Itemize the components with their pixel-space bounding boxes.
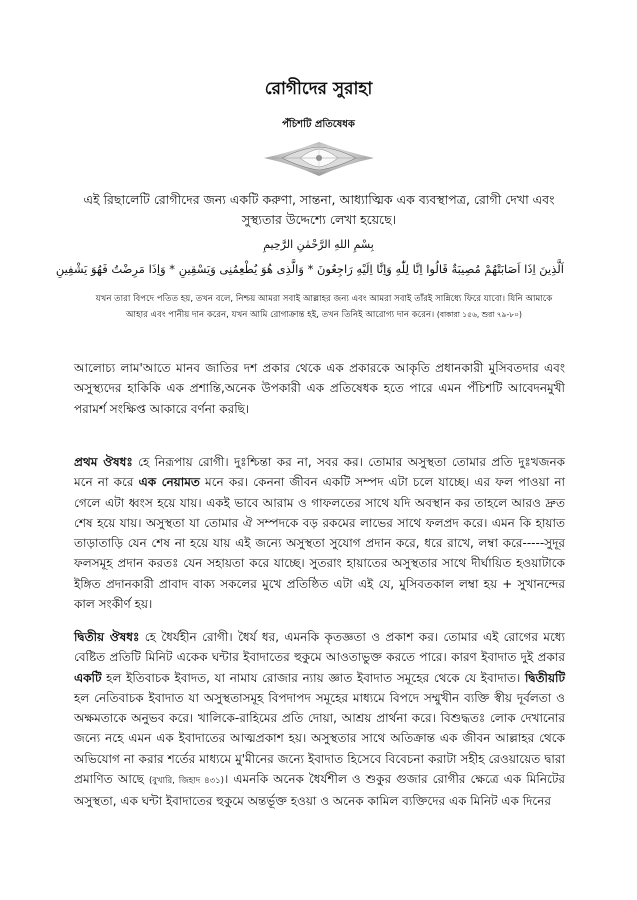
hadith-citation: (বুখারি, জিহাদ ৪৩১)	[148, 776, 224, 787]
paragraph-introduction: আলোচ্য লাম'আতে মানব জাতির দশ প্রকার থেকে এক প্রকারকে আকৃতি প্রধানকারী মুসিবতদার এবং অসুস্থ্যদের হাকিকি এক প্রশান্তি,অনেক উপকারী এক প্রতিষেধক হতে পারে এমন পঁচিশটি আবেদনমুখী পরামর্শ সংক্ষিপ্ত আকারে বর্ণনা করছি।	[74, 361, 565, 416]
intro-paragraph: এই রিছালেটি রোগীদের জন্য একটি করুণা, সান্তনা, আধ্যাত্মিক এক ব্যবস্থাপত্র, রোগী দেখা এবং সুস্থ্যতার উদ্দেশ্যে লেখা হয়েছে।	[83, 192, 555, 227]
second-remedy-bold-1: একটি	[74, 670, 102, 685]
second-remedy-heading: দ্বিতীয় ঔষধঃ	[74, 630, 140, 644]
second-remedy-text-2: হল ইতিবাচক ইবাদত, যা নামায রোজার ন্যায় জ্ঞাত ইবাদাত সমূহের থেকে যে ইবাদাত।	[101, 670, 525, 685]
paragraph-first-remedy	[74, 452, 565, 614]
first-remedy-heading: প্রথম ঔষধঃ	[74, 455, 133, 469]
page-subtitle: পঁচিশটি প্রতিষেধক	[282, 119, 355, 130]
quran-verse: اَلَّذِينَ اِذَا اَصَابَتْهُمْ مُصِيبَةٌ قَالُوا اِنَّا لِلّٰهِ وَاِنَّا اِلَيْهِ رَاجِعُونَ * وَالَّذِى هُوَ يُطْعِمُنِى وَيَسْقِينِ * وَاِذَا مَرِضْتُ فَهُوَ يَشْفِينِ	[55, 262, 564, 276]
basmala-text: بِسْمِ اللهِ الرَّحْمٰنِ الرَّحِيمِ	[263, 238, 374, 251]
second-remedy-bold-2: দ্বিতীয়টি	[524, 670, 565, 685]
second-remedy-text-4: । এমনকি অনেক ধৈর্যশীল ও শুকুর গুজার রোগীর ক্ষেত্রে এক মিনিটের অসুস্থতা, এক ঘন্টা ইবাদাতের হুকুমে অন্তর্ভূক্ত হওয়া ও অনেক কামিল ব্যক্তিদের এক মিনিট এক দিনের	[74, 772, 565, 809]
second-remedy-text-1: হে ধৈর্যহীন রোগী। ধৈর্য ধর, এমনকি কৃতজ্ঞতা ও প্রকাশ কর। তোমার এই রোগের মধ্যে বেষ্টিত প্রতিটি মিনিট একেক ঘন্টার ইবাদাতের হুকুমে আওতাভুক্ত করতে পারে। কারণ ইবাদাত দুই প্রকার	[74, 630, 565, 665]
page-title: রোগীদের সুরাহা	[264, 79, 373, 99]
translation-text: যখন তারা বিপদে পতিত হয়, তখন বলে, নিশ্চয় আমরা সবাই আল্লাহর জন্য এবং আমরা সবাই তাঁরই সান্নিধ্যে ফিরে যাবো। যিনি আমাকে আহার এবং পানীয় দান করেন, যখন আমি রোগাক্রান্ত হই, তখন তিনিই আরোগ্য দান করেন।	[95, 294, 553, 320]
verse-reference: (বাকারা ১৫৬, শুরা ৭৯-৮০)	[436, 310, 522, 319]
paragraph-second-remedy	[74, 627, 565, 812]
verse-translation	[84, 292, 564, 323]
ornament-divider	[262, 138, 376, 180]
second-remedy-text-3: হল নেতিবাচক ইবাদাত যা অসুস্থতাসমূহ বিপদাপদ সমূহের মাধ্যমে বিপদে সম্মুখীন ব্যক্তি স্বীয় দূর্বলতা ও অক্ষমতাকে অনুভব করে। খালিকে-রাহিমের প্রতি দোয়া, আশ্রয় প্রার্থনা করে। বিশুদ্ধতঃ লোক দেখানোর জন্যে নহে এমন এক ইবাদাতের আত্মপ্রকাশ হয়। অসুস্থতার সাথে অতিক্রান্ত এক জীবন আল্লাহর থেকে অভিযোগ না করার শর্তের মাধ্যমে মু'মীনের জন্যে ইবাদাত হিসেবে বিবেচনা করাটা সহীহ রেওয়ায়েত দ্বারা প্রমাণিত আছে	[74, 690, 565, 787]
first-remedy-text-1: হে নিরূপায় রোগী। দুঃশ্চিন্তা কর না, সবর কর। তোমার অসুস্থতা তোমার প্রতি দুঃখজনক মনে না করে	[74, 455, 566, 490]
first-remedy-bold-1: এক নেয়ামত	[138, 475, 200, 490]
first-remedy-text-2: মনে কর। কেননা জীবন একটি সম্পদ এটা চলে যাচ্ছে। এর ফল পাওয়া না গেলে এটা ধ্বংস হয়ে যায়। একই ভাবে আরাম ও গাফলতের সাথে যদি অবস্থান কর তাহলে আরও দ্রুত শেষ হয়ে যায়। অসুস্থতা যা তোমার ঐ সম্পদকে বড় রকমের লাভের সাথে ফলপ্রদ করে। এমন কি হায়াত তাড়াতাড়ি যেন শেষ না হয়ে যায় এই জন্যে অসুস্থতা সুযোগ প্রদান করে, ধরে রাখে, লম্বা করে-----সুদূর ফলসমূহ প্রদান করতঃ যেন সহায়তা করে যাচ্ছে। সুতরাং হায়াতের অসুস্থতার সাথে দীর্ঘায়িত হওয়াটাকে ইঙ্গিত প্রদানকারী প্রাবাদ বাক্য সকলের মুখে প্রতিষ্ঠিত এটা এই যে, মুসিবতকাল লম্বা হয় + সুখানন্দের কাল সংকীর্ণ হয়।	[74, 475, 565, 612]
